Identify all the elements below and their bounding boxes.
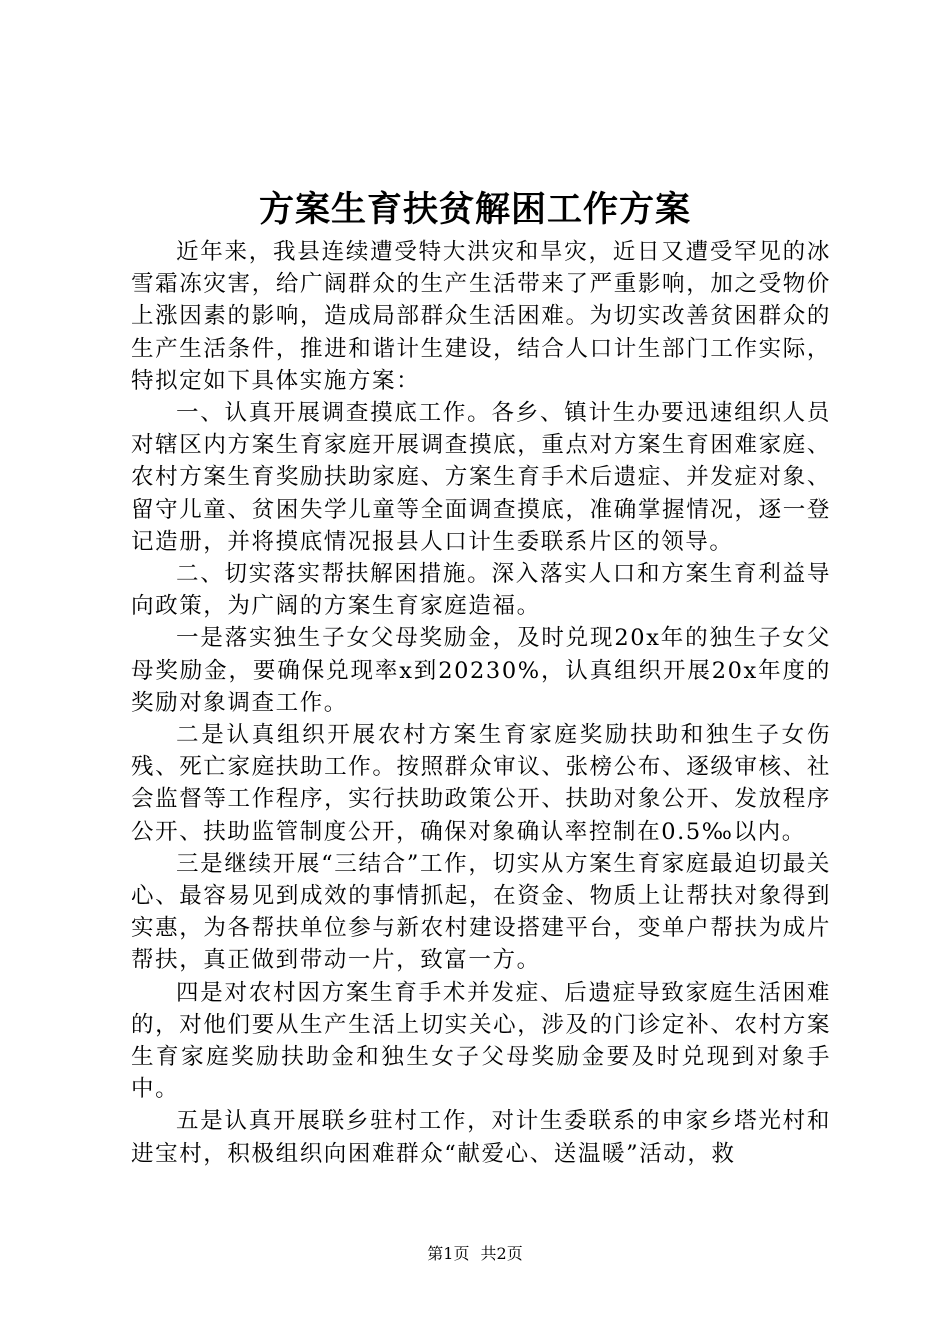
page-number: 第1页 (427, 1244, 470, 1263)
paragraph-intro: 近年来，我县连续遭受特大洪灾和旱灾，近日又遭受罕见的冰雪霜冻灾害，给广阔群众的生产生活带来了严重影响，加之受物价上涨因素的影响，造成局部群众生活困难。为切实改善贫困群众的生产生活条件，推进和谐计生建设，结合人口计生部门工作实际，特拟定如下具体实施方案： (131, 239, 831, 394)
paragraph-item-5: 五是认真开展联乡驻村工作，对计生委联系的申家乡塔光村和进宝村，积极组织向困难群众“献爱心、送温暖”活动，救 (131, 1108, 831, 1167)
document-body (131, 236, 831, 1170)
paragraph-section-2: 二、切实落实帮扶解困措施。深入落实人口和方案生育利益导向政策，为广阔的方案生育家庭造福。 (131, 561, 831, 620)
paragraph-item-2: 二是认真组织开展农村方案生育家庭奖励扶助和独生子女伤残、死亡家庭扶助工作。按照群众审议、张榜公布、逐级审核、社会监督等工作程序，实行扶助政策公开、扶助对象公开、发放程序公开、扶助监管制度公开，确保对象确认率控制在0.5‰以内。 (131, 722, 831, 845)
document-title: 方案生育扶贫解困工作方案 (258, 189, 691, 230)
page-footer (0, 1243, 950, 1265)
paragraph-section-1: 一、认真开展调查摸底工作。各乡、镇计生办要迅速组织人员对辖区内方案生育家庭开展调查摸底，重点对方案生育困难家庭、农村方案生育奖励扶助家庭、方案生育手术后遗症、并发症对象、留守儿童、贫困失学儿童等全面调查摸底，准确掌握情况，逐一登记造册，并将摸底情况报县人口计生委联系片区的领导。 (131, 400, 831, 555)
page-total: 共2页 (480, 1244, 523, 1263)
paragraph-item-3: 三是继续开展“三结合”工作，切实从方案生育家庭最迫切最关心、最容易见到成效的事情抓起，在资金、物质上让帮扶对象得到实惠，为各帮扶单位参与新农村建设搭建平台，变单户帮扶为成片帮扶，真正做到带动一片，致富一方。 (131, 850, 831, 974)
paragraph-item-4: 四是对农村因方案生育手术并发症、后遗症导致家庭生活困难的，对他们要从生产生活上切实关心，涉及的门诊定补、农村方案生育家庭奖励扶助金和独生女子父母奖励金要及时兑现到对象手中。 (131, 979, 831, 1103)
paragraph-item-1: 一是落实独生子女父母奖励金，及时兑现20x年的独生子女父母奖励金，要确保兑现率x到20230%，认真组织开展20x年度的奖励对象调查工作。 (131, 625, 831, 716)
